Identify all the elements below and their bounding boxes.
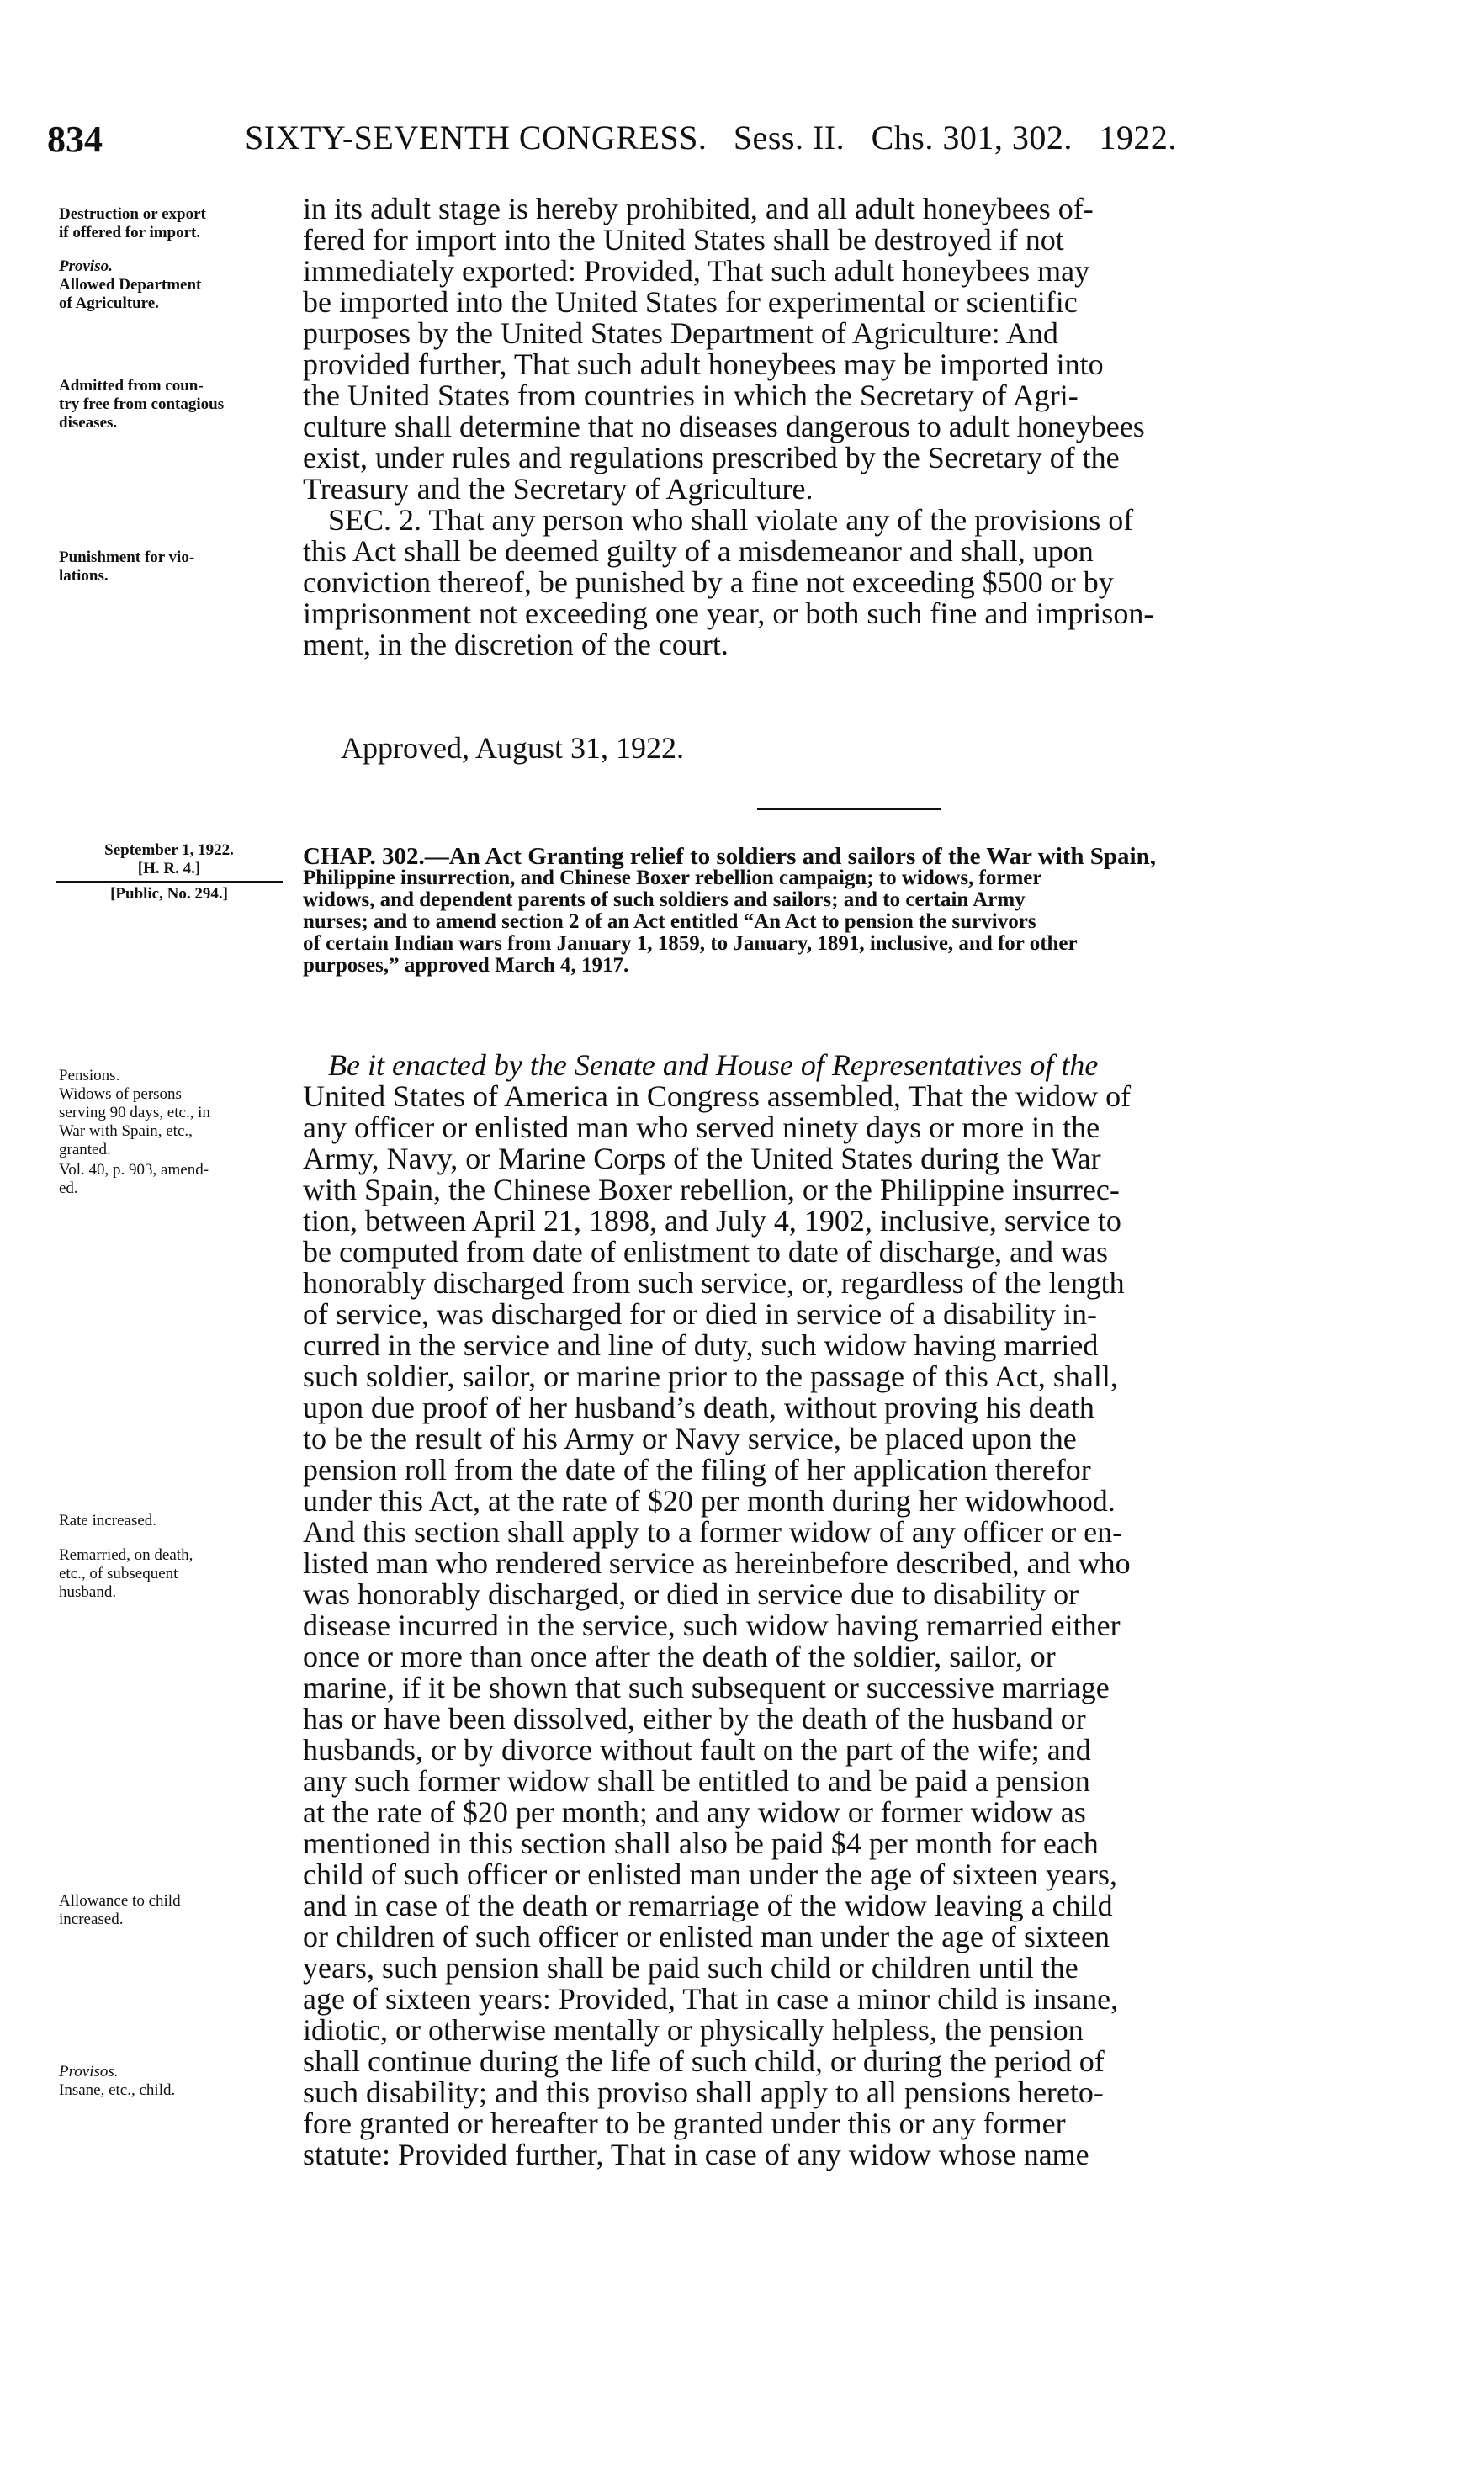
margin-note-admitted [59,377,299,432]
page-number: 834 [47,119,103,160]
text-line: tion, between April 21, 1898, and July 4, 1902, inclusive, service to [303,1204,1121,1238]
text-line: this Act shall be deemed guilty of a misdemeanor and shall, upon [303,534,1094,568]
chapter-title-line: widows, and dependent parents of such soldiers and sailors; and to certain Army [303,888,1026,911]
text-line: disease incurred in the service, such widow having remarried either [303,1609,1121,1642]
text-line: pension roll from the date of the filing of her application therefor [303,1453,1091,1487]
section-divider [757,808,941,810]
text-line: listed man who rendered service as hereinbefore described, and who [303,1546,1131,1580]
text-line: ment, in the discretion of the court. [303,628,729,661]
margin-note-line: Rate increased. [59,1512,157,1529]
margin-note-volume [59,1161,299,1198]
margin-note-line: granted. [59,1141,111,1158]
margin-note-line: husband. [59,1583,117,1601]
text-line: be computed from date of enlistment to date of discharge, and was [303,1235,1109,1269]
chapter-title-line: Philippine insurrection, and Chinese Boxer rebellion campaign; to widows, former [303,867,1042,889]
approved-date: Approved, August 31, 1922. [341,731,684,765]
divider [56,881,283,883]
text-line: with Spain, the Chinese Boxer rebellion, or the Philippine insurrec- [303,1173,1120,1206]
margin-note-line: Widows of persons [59,1085,182,1103]
text-line: shall continue during the life of such child, or during the period of [303,2044,1105,2078]
margin-note-line: if offered for import. [59,224,201,241]
margin-note-allowance-child [59,1892,299,1929]
text-line: fore granted or hereafter to be granted under this or any former [303,2107,1066,2140]
margin-note-line: Allowed Department [59,276,202,294]
margin-note-line: Proviso. [59,257,113,275]
text-line: honorably discharged from such service, or, regardless of the length [303,1266,1125,1300]
text-line: imprisonment not exceeding one year, or both such fine and imprison- [303,596,1154,630]
margin-note-line: Admitted from coun- [59,377,204,395]
margin-note-line: Remarried, on death, [59,1546,193,1564]
margin-note-line: Insane, etc., child. [59,2081,176,2099]
margin-note-provisos [59,2063,299,2100]
text-line: And this section shall apply to a former widow of any officer or en- [303,1515,1123,1549]
text-line: the United States from countries in which the Secretary of Agri- [303,379,1079,412]
text-line: child of such officer or enlisted man under the age of sixteen years, [303,1858,1117,1891]
text-line: upon due proof of her husband’s death, without proving his death [303,1391,1094,1424]
text-line: any such former widow shall be entitled to and be paid a pension [303,1764,1090,1798]
text-line: at the rate of $20 per month; and any widow or former widow as [303,1795,1086,1829]
text-line: or children of such officer or enlisted man under the age of sixteen [303,1920,1110,1953]
chapter-bill: [H. R. 4.] [137,860,201,877]
text-line: Treasury and the Secretary of Agriculture. [303,472,814,506]
text-line: once or more than once after the death of the soldier, sailor, or [303,1640,1056,1673]
margin-note-line: of Agriculture. [59,294,159,312]
margin-note-destruction [59,205,299,242]
text-line: conviction thereof, be punished by a fine not exceeding $500 or by [303,565,1114,599]
chapter-title [303,845,1413,977]
text-line: idiotic, or otherwise mentally or physically helpless, the pension [303,2013,1084,2047]
text-line: such disability; and this proviso shall apply to all pensions hereto- [303,2075,1104,2109]
margin-note-proviso-department [59,257,299,313]
text-line: fered for import into the United States shall be destroyed if not [303,223,1064,257]
text-line: under this Act, at the rate of $20 per month during her widowhood. [303,1484,1116,1518]
chapter-title-line: of certain Indian wars from January 1, 1859, to January, 1891, inclusive, and for other [303,932,1078,955]
text-line: has or have been dissolved, either by the death of the husband or [303,1702,1086,1736]
text-line: immediately exported: Provided, That such adult honeybees may [303,254,1090,288]
text-line: years, such pension shall be paid such child or children until the [303,1951,1079,1985]
statute-text-main [303,1050,1413,2171]
text-line: curred in the service and line of duty, such widow having married [303,1328,1099,1362]
margin-note-rate-increased [59,1512,299,1530]
text-line: Be it enacted by the Senate and House of Representatives of the [328,1048,1099,1082]
margin-note-line: Vol. 40, p. 903, amend- [59,1161,209,1179]
text-line: SEC. 2. That any person who shall violate any of the provisions of [328,503,1134,537]
running-head [47,118,1410,168]
text-line: was honorably discharged, or died in service due to disability or [303,1577,1079,1611]
text-line: culture shall determine that no diseases dangerous to adult honeybees [303,410,1145,443]
margin-note-line: Pensions. [59,1067,120,1084]
margin-note-line: increased. [59,1911,124,1928]
running-head-title: SIXTY-SEVENTH CONGRESS. Sess. II. Chs. 301, 302. 1922. [245,119,1177,156]
chapter-date: September 1, 1922. [104,841,234,859]
chapter-margin-note [56,841,283,904]
margin-note-punishment [59,549,299,586]
statute-text-top [303,193,1413,660]
text-line: and in case of the death or remarriage of the widow leaving a child [303,1889,1113,1922]
text-line: exist, under rules and regulations prescribed by the Secretary of the [303,441,1120,474]
text-line: be imported into the United States for experimental or scientific [303,285,1078,319]
chapter-title-line: CHAP. 302.—An Act Granting relief to soldiers and sailors of the War with Spain, [303,843,1156,870]
chapter-title-line: purposes,” approved March 4, 1917. [303,954,629,977]
margin-note-pensions [59,1067,299,1085]
margin-note-line: War with Spain, etc., [59,1122,193,1140]
text-line: age of sixteen years: Provided, That in case a minor child is insane, [303,1982,1119,2016]
text-line: any officer or enlisted man who served ninety days or more in the [303,1110,1100,1144]
text-line: United States of America in Congress assembled, That the widow of [303,1079,1132,1113]
text-line: husbands, or by divorce without fault on the part of the wife; and [303,1733,1091,1767]
margin-note-widows [59,1085,299,1159]
margin-note-line: diseases. [59,414,118,432]
text-line: of service, was discharged for or died in service of a disability in- [303,1297,1098,1331]
text-line: provided further, That such adult honeybees may be imported into [303,347,1104,381]
margin-note-remarried [59,1546,299,1602]
margin-note-line: Provisos. [59,2063,119,2080]
chapter-title-line: nurses; and to amend section 2 of an Act entitled “An Act to pension the survivors [303,910,1036,933]
margin-note-line: Destruction or export [59,205,206,223]
chapter-public-law: [Public, No. 294.] [110,885,228,903]
margin-note-line: lations. [59,567,109,585]
margin-note-line: Punishment for vio- [59,549,195,566]
margin-note-line: serving 90 days, etc., in [59,1104,210,1121]
text-line: statute: Provided further, That in case of any widow whose name [303,2138,1089,2171]
text-line: mentioned in this section shall also be paid $4 per month for each [303,1826,1099,1860]
margin-note-line: etc., of subsequent [59,1565,178,1582]
text-line: marine, if it be shown that such subsequent or successive marriage [303,1671,1110,1704]
margin-note-line: Allowance to child [59,1892,181,1910]
text-line: to be the result of his Army or Navy service, be placed upon the [303,1422,1077,1455]
text-line: in its adult stage is hereby prohibited, and all adult honeybees of- [303,192,1094,225]
margin-note-line: ed. [59,1179,78,1197]
text-line: Army, Navy, or Marine Corps of the United States during the War [303,1142,1101,1175]
text-line: purposes by the United States Department of Agriculture: And [303,316,1058,350]
text-line: such soldier, sailor, or marine prior to the passage of this Act, shall, [303,1360,1118,1393]
margin-note-line: try free from contagious [59,395,225,413]
